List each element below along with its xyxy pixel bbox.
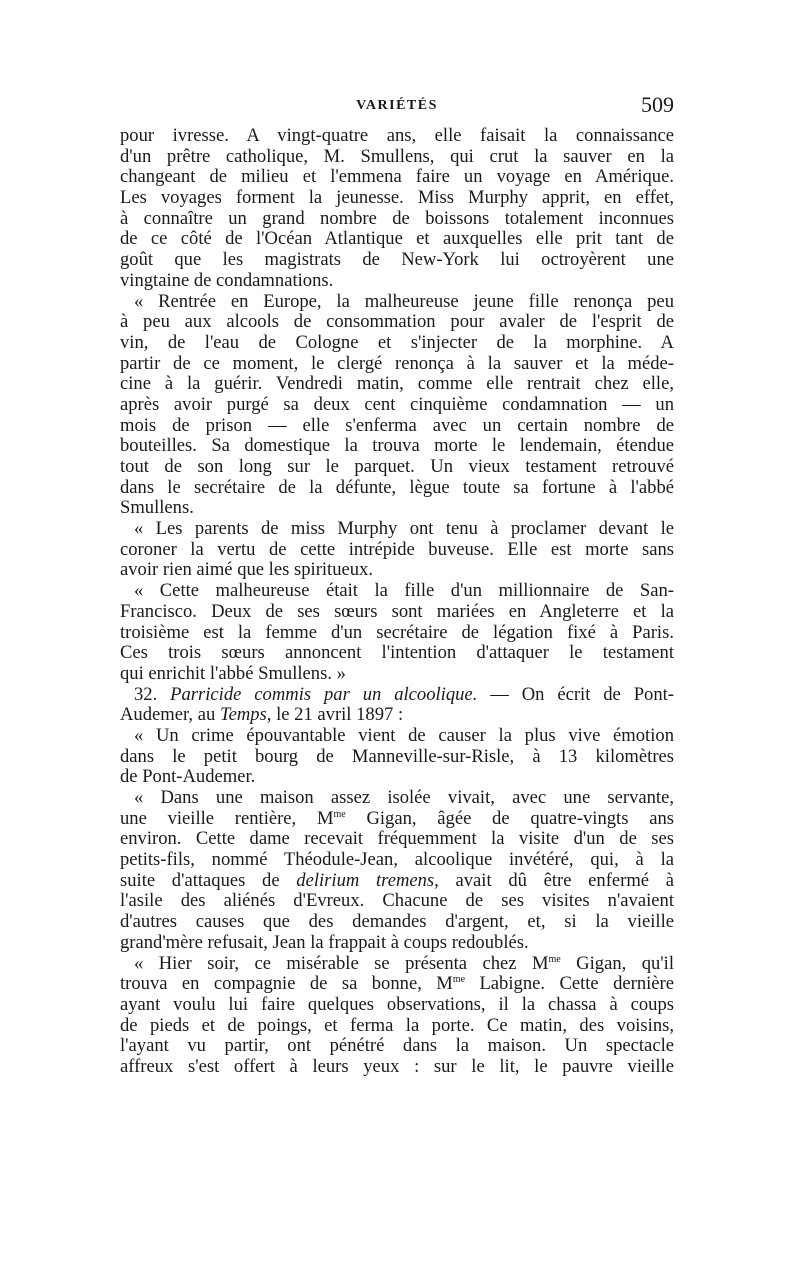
text-segment: environ. Cette dame recevait fréquemment la visite d'un de ses (120, 828, 674, 850)
text-segment: de ce côté de l'Océan Atlantique et auxquelles elle prit tant de (120, 228, 674, 250)
text-segment: de pieds et de poings, et ferma la porte. Ce matin, des voisins, (120, 1014, 674, 1036)
text-segment: à peu aux alcools de consommation pour avaler de l'esprit de (120, 311, 674, 333)
text-line (120, 457, 674, 478)
text-line (120, 767, 674, 788)
text-line (120, 891, 674, 912)
text-segment: « Un crime épouvantable vient de causer la plus vive émotion (134, 724, 674, 746)
text-segment: d'un prêtre catholique, M. Smullens, qui crut la sauver en la (120, 145, 674, 167)
text-segment: une vieille rentière, M (120, 807, 334, 829)
text-segment: , avait dû être enfermé à (434, 869, 674, 891)
text-line (120, 1036, 674, 1057)
text-line (120, 354, 674, 375)
text-segment: changeant de milieu et l'emmena faire un voyage en Amérique. (120, 166, 674, 188)
text-line (120, 209, 674, 230)
text-segment: Smullens. (120, 497, 194, 519)
text-segment: « Rentrée en Europe, la malheureuse jeune fille renonça peu (134, 290, 674, 312)
text-line (120, 333, 674, 354)
text-segment: d'autres causes que des demandes d'argent, et, si la vieille (120, 911, 674, 933)
text-segment: Ces trois sœurs annoncent l'intention d'attaquer le testament (120, 642, 674, 664)
italic-text: Temps (219, 704, 267, 726)
superscript-text: me (452, 974, 466, 986)
text-line (120, 478, 674, 499)
text-segment: Les voyages forment la jeunesse. Miss Murphy apprit, en effet, (120, 187, 674, 209)
text-line (120, 643, 674, 664)
text-line (120, 312, 674, 333)
running-title: VARIÉTÉS (356, 98, 438, 113)
text-segment: de Pont-Audemer. (120, 766, 256, 788)
text-segment: Labigne. Cette dernière (465, 973, 674, 995)
text-segment: pour ivresse. A vingt-quatre ans, elle faisait la connaissance (120, 125, 674, 146)
text-line (120, 416, 674, 437)
text-segment: ayant voulu lui faire quelques observations, il la chassa à coups (120, 993, 674, 1015)
text-segment: trouva en compagnie de sa bonne, M (120, 973, 453, 995)
text-line (120, 788, 674, 809)
text-line (120, 747, 674, 768)
text-segment: partir de ce moment, le clergé renonça à la sauver et la méde- (120, 352, 674, 374)
text-segment: 32. (134, 683, 171, 705)
body-text (120, 126, 674, 1078)
text-line (120, 498, 674, 519)
text-segment: coroner la vertu de cette intrépide buveuse. Elle est morte sans (120, 538, 674, 560)
text-line (120, 871, 674, 892)
text-line (120, 126, 674, 147)
text-line (120, 995, 674, 1016)
text-line (120, 581, 674, 602)
text-segment: « Hier soir, ce misérable se présenta chez M (134, 952, 549, 974)
text-line (120, 602, 674, 623)
text-segment: « Dans une maison assez isolée vivait, avec une servante, (134, 787, 674, 808)
text-segment: goût que les magistrats de New-York lui octroyèrent une (120, 249, 674, 271)
text-line (120, 664, 674, 685)
text-segment: troisième est la femme d'un secrétaire de légation fixé à Paris. (120, 621, 674, 643)
text-line (120, 250, 674, 271)
text-segment: affreux s'est offert à leurs yeux : sur le lit, le pauvre vieille (120, 1055, 674, 1077)
text-line (120, 829, 674, 850)
text-segment: qui enrichit l'abbé Smullens. » (120, 662, 346, 684)
text-line (120, 954, 674, 975)
text-line (120, 705, 674, 726)
text-segment: suite d'attaques de (120, 869, 297, 891)
text-line (120, 726, 674, 747)
text-line (120, 519, 674, 540)
text-line (120, 271, 674, 292)
text-segment: Gigan, âgée de quatre-vingts ans (345, 807, 674, 829)
page-number: 509 (641, 92, 674, 117)
text-segment: l'asile des aliénés d'Evreux. Chacune de ses visites n'avaient (120, 890, 674, 912)
text-segment: tout de son long sur le parquet. Un vieux testament retrouvé (120, 456, 674, 477)
text-line (120, 933, 674, 954)
text-line (120, 395, 674, 416)
text-segment: Audemer, au (120, 704, 220, 726)
text-line (120, 623, 674, 644)
text-segment: l'ayant vu partir, ont pénétré dans la maison. Un spectacle (120, 1035, 674, 1057)
text-segment: « Cette malheureuse était la fille d'un millionnaire de San- (134, 580, 674, 602)
text-line (120, 1057, 674, 1078)
text-segment: « Les parents de miss Murphy ont tenu à proclamer devant le (134, 518, 674, 540)
text-line (120, 292, 674, 313)
running-head (120, 94, 674, 118)
text-line (120, 167, 674, 188)
text-line (120, 229, 674, 250)
text-line (120, 912, 674, 933)
italic-text: Parricide commis par un alcoolique. (170, 683, 478, 705)
text-segment: petits-fils, nommé Théodule-Jean, alcoolique invétéré, qui, à la (120, 849, 674, 871)
text-line (120, 1016, 674, 1037)
text-line (120, 436, 674, 457)
text-segment: avoir rien aimé que les spiritueux. (120, 559, 374, 581)
text-segment: cine à la guérir. Vendredi matin, comme elle rentrait chez elle, (120, 373, 674, 395)
text-line (120, 374, 674, 395)
text-line (120, 147, 674, 168)
text-segment: Francisco. Deux de ses sœurs sont mariées en Angleterre et la (120, 600, 674, 622)
text-segment: après avoir purgé sa deux cent cinquième condamnation — un (120, 393, 674, 415)
text-segment: dans le petit bourg de Manneville-sur-Risle, à 13 kilomètres (120, 745, 674, 767)
italic-text: delirium tremens (296, 869, 435, 891)
text-segment: bouteilles. Sa domestique la trouva morte le lendemain, étendue (120, 435, 674, 457)
text-line (120, 850, 674, 871)
text-segment: — On écrit de Pont- (477, 683, 674, 705)
text-line (120, 974, 674, 995)
text-segment: vingtaine de condamnations. (120, 269, 334, 291)
text-segment: vin, de l'eau de Cologne et s'injecter de la morphine. A (120, 331, 674, 353)
text-segment: grand'mère refusait, Jean la frappait à coups redoublés. (120, 931, 529, 953)
superscript-text: me (548, 953, 561, 965)
text-line (120, 188, 674, 209)
text-line (120, 809, 674, 830)
superscript-text: me (333, 808, 346, 820)
text-segment: Gigan, qu'il (560, 952, 674, 974)
text-line (120, 685, 674, 706)
text-segment: , le 21 avril 1897 : (266, 704, 404, 726)
text-segment: à connaître un grand nombre de boissons totalement inconnues (120, 207, 674, 229)
text-segment: dans le secrétaire de la défunte, lègue toute sa fortune à l'abbé (120, 476, 674, 498)
text-line (120, 540, 674, 561)
text-segment: mois de prison — elle s'enferma avec un certain nombre de (120, 414, 674, 436)
text-line (120, 560, 674, 581)
